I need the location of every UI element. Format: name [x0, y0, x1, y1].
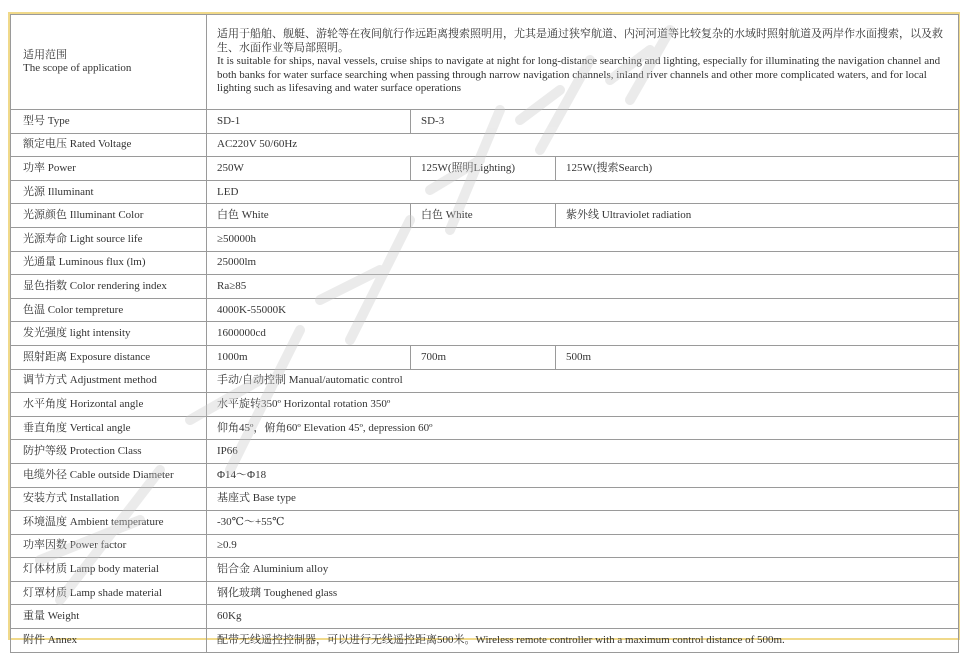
row-label: 型号 Type — [11, 110, 207, 134]
row-label: 电缆外径 Cable outside Diameter — [11, 463, 207, 487]
row-value: 1600000cd — [207, 322, 959, 346]
row-intensity — [11, 322, 959, 346]
row-value: Ra≥85 — [207, 275, 959, 299]
row-value: 钢化玻璃 Toughened glass — [207, 581, 959, 605]
row-value: 1000m — [207, 345, 411, 369]
row-label: 色温 Color tempreture — [11, 298, 207, 322]
row-value: 手动/自动控制 Manual/automatic control — [207, 369, 959, 393]
row-label: 调节方式 Adjustment method — [11, 369, 207, 393]
row-weight — [11, 605, 959, 629]
row-cri — [11, 275, 959, 299]
row-label: 光源 Illuminant — [11, 180, 207, 204]
row-annex — [11, 629, 959, 653]
row-label: 光通量 Luminous flux (lm) — [11, 251, 207, 275]
row-label: 光源寿命 Light source life — [11, 227, 207, 251]
row-value: 25000lm — [207, 251, 959, 275]
row-value: SD-1 — [207, 110, 411, 134]
row-protection — [11, 440, 959, 464]
row-value: -30℃～+55℃ — [207, 511, 959, 535]
row-value: 125W(照明Lighting) — [411, 157, 556, 181]
row-label: 环境温度 Ambient temperature — [11, 511, 207, 535]
row-body — [11, 558, 959, 582]
scope-label-cn: 适用范围 — [23, 49, 67, 61]
row-value: SD-3 — [411, 110, 959, 134]
row-value: IP66 — [207, 440, 959, 464]
row-v-angle — [11, 416, 959, 440]
row-illuminant — [11, 180, 959, 204]
row-label: 安装方式 Installation — [11, 487, 207, 511]
row-value: 紫外线 Ultraviolet radiation — [556, 204, 959, 228]
row-value: 白色 White — [411, 204, 556, 228]
row-label: 光源颜色 Illuminant Color — [11, 204, 207, 228]
row-label: 垂直角度 Vertical angle — [11, 416, 207, 440]
row-value: 基座式 Base type — [207, 487, 959, 511]
row-label: 功率因数 Power factor — [11, 534, 207, 558]
row-distance — [11, 345, 959, 369]
row-value: 250W — [207, 157, 411, 181]
row-life — [11, 227, 959, 251]
row-value: 125W(搜索Search) — [556, 157, 959, 181]
row-value: LED — [207, 180, 959, 204]
scope-text-en: It is suitable for ships, naval vessels, cruise ships to navigate at night for long-distance searching and lighting, especially for illuminating the navigation channel and both banks for water surface searching when passing through narrow navigation channels, inland river channels and other more complicated waters, and for local lighting such as lifesaving and water surface operations — [217, 55, 941, 95]
row-label: 照射距离 Exposure distance — [11, 345, 207, 369]
row-label: 额定电压 Rated Voltage — [11, 133, 207, 157]
row-value: 4000K-55000K — [207, 298, 959, 322]
row-value: 水平旋转350º Horizontal rotation 350º — [207, 393, 959, 417]
row-label: 附件 Annex — [11, 629, 207, 653]
row-pf — [11, 534, 959, 558]
row-illuminant-color — [11, 204, 959, 228]
row-label: 灯体材质 Lamp body material — [11, 558, 207, 582]
row-value: Φ14～Φ18 — [207, 463, 959, 487]
row-value: AC220V 50/60Hz — [207, 133, 959, 157]
row-type — [11, 110, 959, 134]
row-value: 700m — [411, 345, 556, 369]
scope-label — [11, 15, 207, 110]
row-value: 配带无线遥控控制器，可以进行无线遥控距离500米。Wireless remote controller with a maximum control distance of 500m. — [207, 629, 959, 653]
spec-table-frame — [8, 12, 960, 646]
row-label: 灯罩材质 Lamp shade material — [11, 581, 207, 605]
scope-text-cn: 适用于船舶、舰艇、游轮等在夜间航行作远距离搜索照明用，尤其是通过狭窄航道、内河河道等比较复杂的水域时照射航道及两岸作水面搜索，以及救生、水面作业等局部照明。 — [217, 28, 943, 54]
row-value: 白色 White — [207, 204, 411, 228]
row-value: ≥0.9 — [207, 534, 959, 558]
row-installation — [11, 487, 959, 511]
spec-table — [10, 14, 959, 653]
row-cct — [11, 298, 959, 322]
scope-text — [207, 15, 959, 110]
row-value: 500m — [556, 345, 959, 369]
row-value: ≥50000h — [207, 227, 959, 251]
row-shade — [11, 581, 959, 605]
row-label: 发光强度 light intensity — [11, 322, 207, 346]
row-h-angle — [11, 393, 959, 417]
row-label: 功率 Power — [11, 157, 207, 181]
row-value: 60Kg — [207, 605, 959, 629]
row-flux — [11, 251, 959, 275]
scope-label-en: The scope of application — [23, 62, 132, 74]
row-voltage — [11, 133, 959, 157]
row-adjust — [11, 369, 959, 393]
row-value: 仰角45º，俯角60º Elevation 45º, depression 60º — [207, 416, 959, 440]
row-value: 铝合金 Aluminium alloy — [207, 558, 959, 582]
row-label: 显色指数 Color rendering index — [11, 275, 207, 299]
row-power — [11, 157, 959, 181]
row-scope — [11, 15, 959, 110]
row-cable — [11, 463, 959, 487]
row-label: 重量 Weight — [11, 605, 207, 629]
row-label: 防护等级 Protection Class — [11, 440, 207, 464]
row-label: 水平角度 Horizontal angle — [11, 393, 207, 417]
row-ambient — [11, 511, 959, 535]
